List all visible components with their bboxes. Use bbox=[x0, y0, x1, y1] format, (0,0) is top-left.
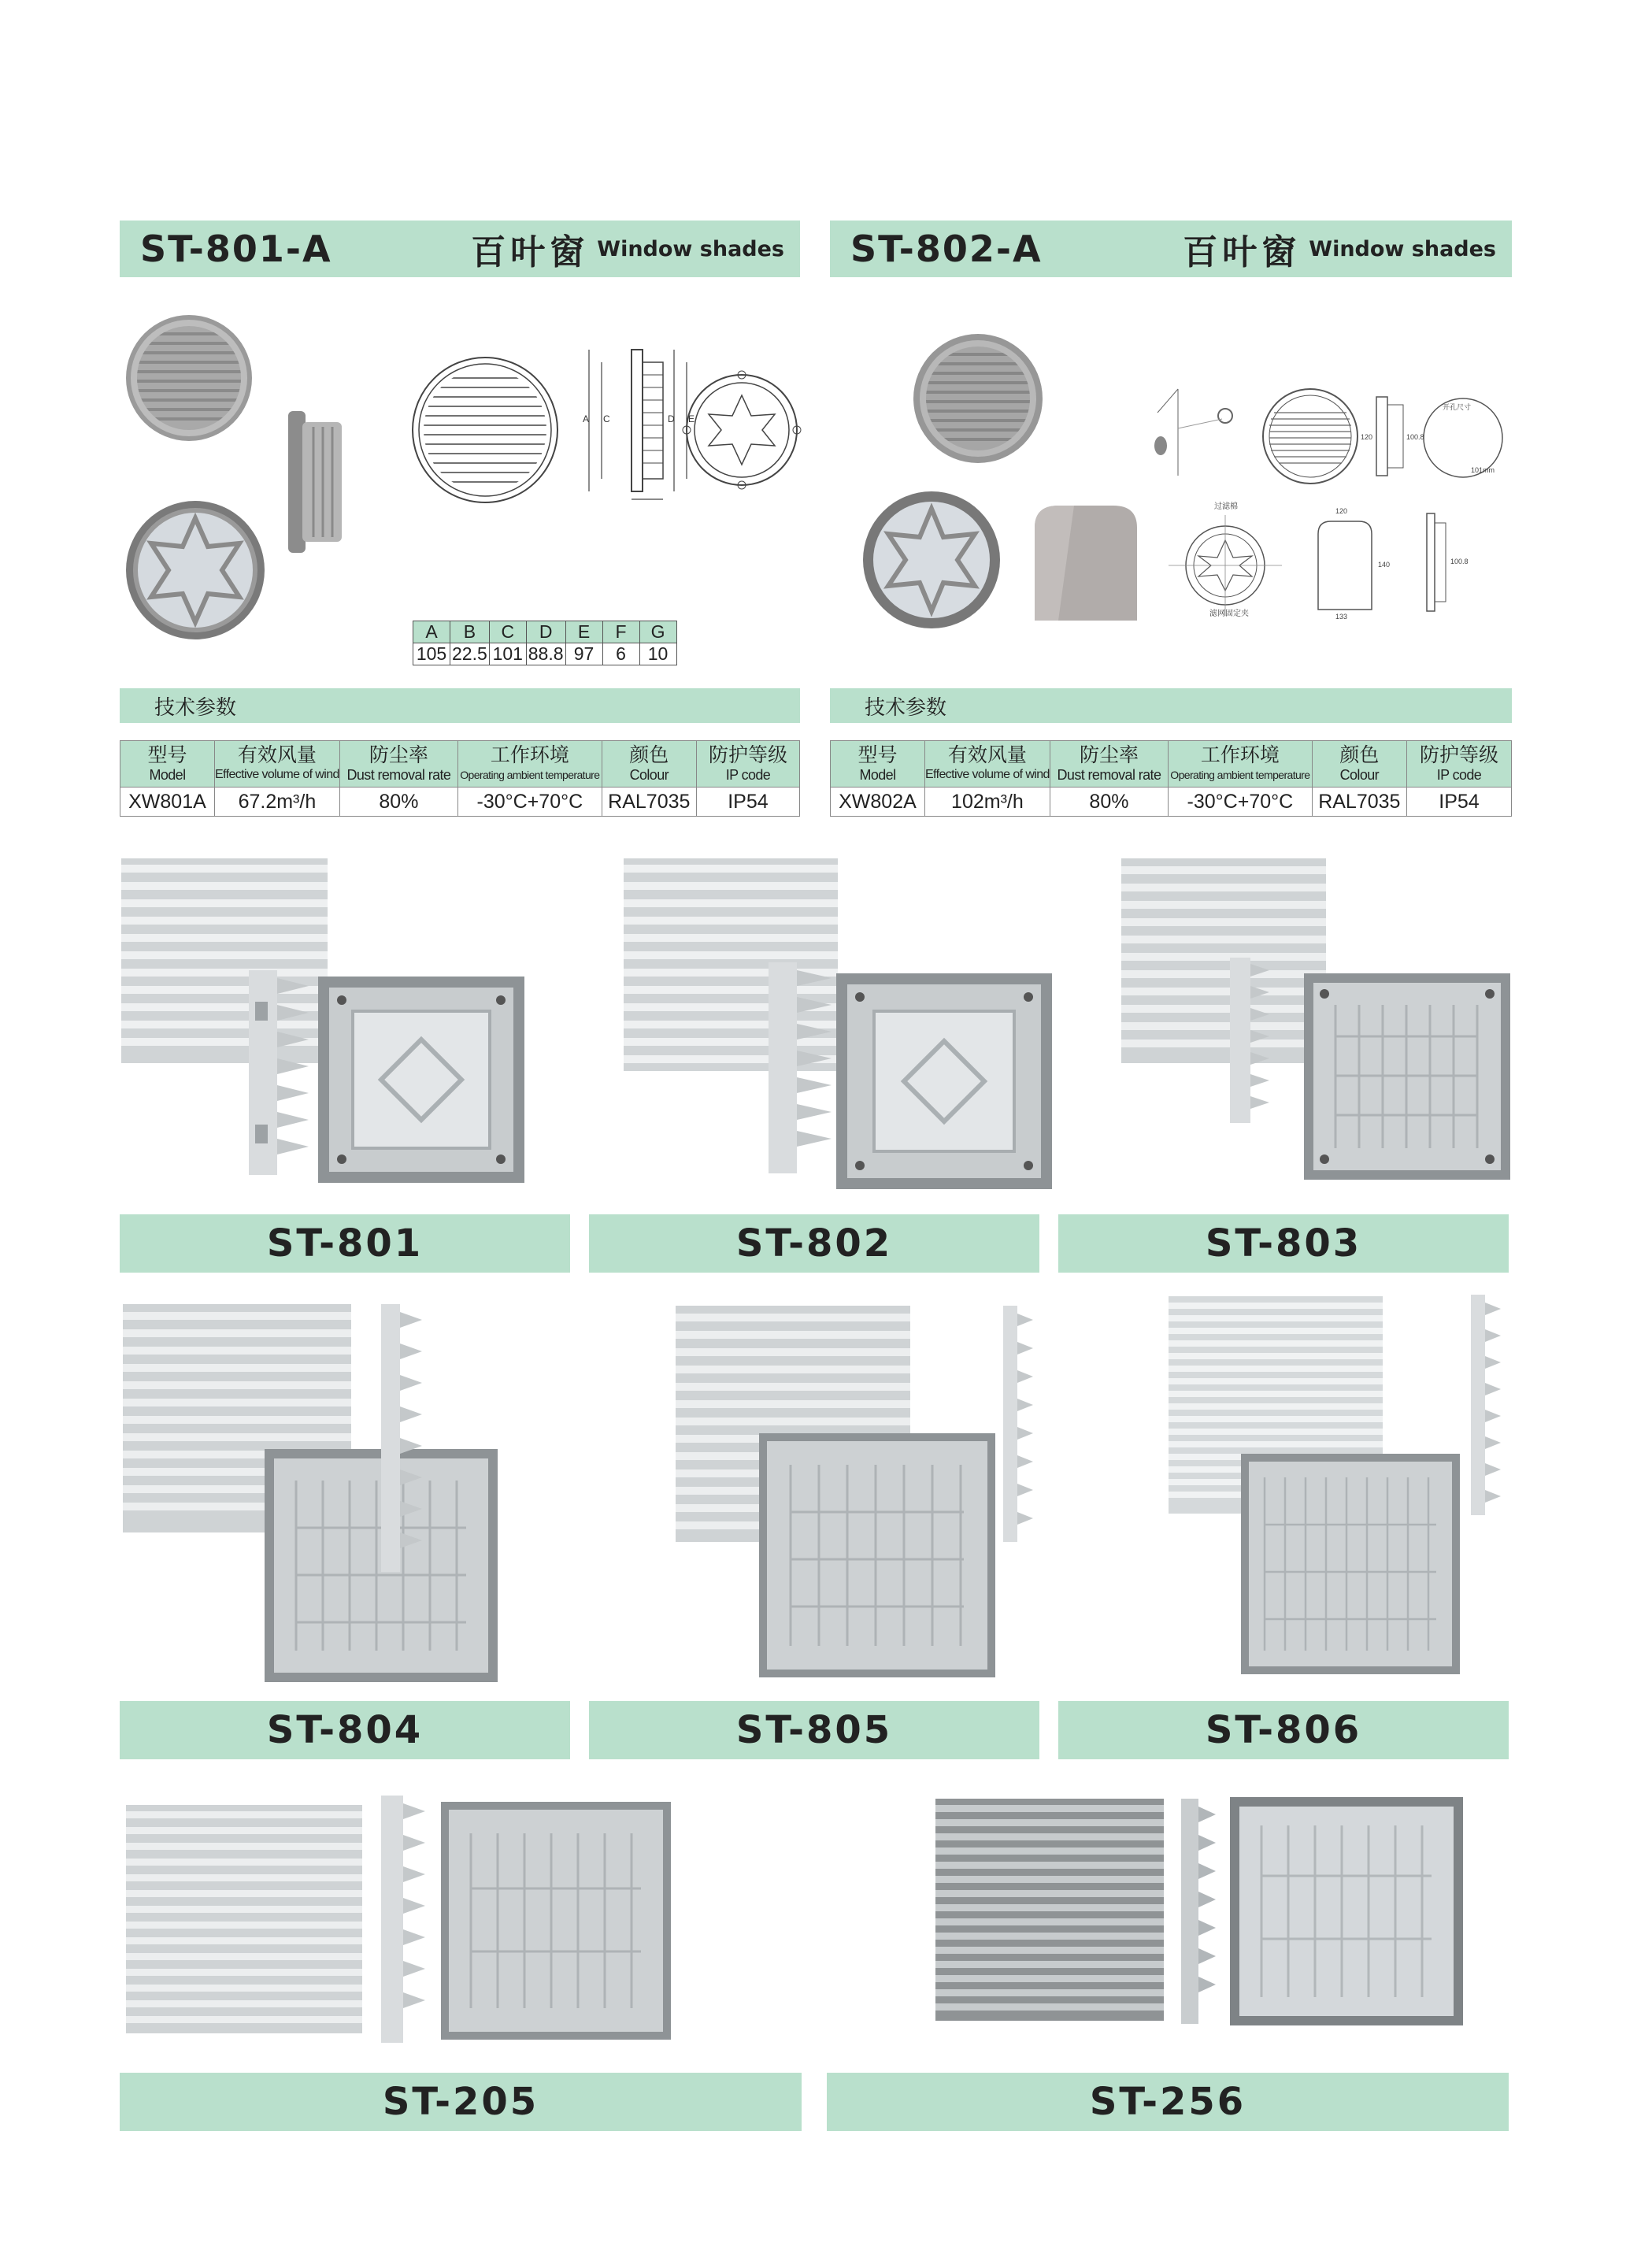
st802-filter-back-photo bbox=[836, 973, 1052, 1189]
round-shade-filter-photo bbox=[863, 491, 1000, 628]
st801a-technical-drawing bbox=[414, 343, 800, 509]
col-header-en: Effective volume of wind bbox=[924, 768, 1050, 781]
product-label-st803: ST-803 bbox=[1058, 1214, 1509, 1273]
dimensions-table bbox=[413, 621, 677, 665]
header-english-title: Window shades bbox=[597, 236, 784, 261]
dim-value-100-8: 100.8 bbox=[1406, 433, 1424, 441]
tech-params-title: 技术参数 bbox=[830, 688, 1512, 723]
dim-value-140: 140 bbox=[1378, 561, 1391, 569]
product-label-st205: ST-205 bbox=[120, 2073, 802, 2131]
st802a-technical-drawing bbox=[1146, 381, 1524, 625]
wind-cell: 102m³/h bbox=[924, 788, 1050, 817]
table-row bbox=[831, 788, 1512, 817]
dim-value-133: 133 bbox=[1335, 613, 1348, 621]
st806-side-photo bbox=[1471, 1295, 1502, 1515]
col-header-cn: 颜色 bbox=[1339, 743, 1380, 766]
col-header-en: Dust removal rate bbox=[1057, 767, 1161, 783]
dims-value: 22.5 bbox=[450, 643, 490, 665]
st805-side-photo bbox=[1003, 1306, 1035, 1542]
product-header-st802a bbox=[830, 221, 1512, 277]
st801-filter-back-photo bbox=[318, 977, 524, 1183]
dims-value: 10 bbox=[639, 643, 676, 665]
product-label-st805: ST-805 bbox=[589, 1701, 1039, 1759]
dim-letter-e: E bbox=[688, 413, 695, 424]
col-header-en: Effective volume of wind bbox=[214, 768, 339, 781]
col-header-en: Colour bbox=[1339, 767, 1380, 783]
dims-header: E bbox=[565, 621, 602, 643]
col-header-en: IP code bbox=[1436, 767, 1482, 783]
rain-hood-photo bbox=[1027, 504, 1145, 622]
st256-side-photo bbox=[1181, 1799, 1217, 2024]
header-model: ST-802-A bbox=[850, 228, 1043, 270]
col-header-cn: 防护等级 bbox=[1419, 743, 1498, 766]
spec-table-st801a bbox=[120, 740, 800, 817]
dims-value: 101 bbox=[489, 643, 526, 665]
wind-cell: 67.2m³/h bbox=[214, 788, 339, 817]
product-label-st804: ST-804 bbox=[120, 1701, 570, 1759]
header-model: ST-801-A bbox=[140, 228, 332, 270]
ip-cell: IP54 bbox=[1406, 788, 1511, 817]
dust-cell: 80% bbox=[339, 788, 457, 817]
round-shade-front-photo bbox=[913, 334, 1043, 463]
dims-value: 6 bbox=[602, 643, 639, 665]
dim-letter-c: C bbox=[603, 413, 610, 424]
col-header-cn: 颜色 bbox=[629, 743, 669, 766]
col-header-cn: 型号 bbox=[857, 743, 898, 766]
product-label-st256: ST-256 bbox=[827, 2073, 1509, 2131]
dims-value: 97 bbox=[565, 643, 602, 665]
tech-params-title: 技术参数 bbox=[120, 688, 800, 723]
dim-value-100-8: 100.8 bbox=[1450, 558, 1469, 565]
filter-clip-label: 滤网固定夹 bbox=[1209, 610, 1249, 618]
round-shade-filter-photo bbox=[126, 501, 265, 639]
header-chinese-title: 百叶窗 bbox=[471, 232, 590, 272]
col-header-cn: 防尘率 bbox=[369, 743, 428, 766]
model-cell: XW802A bbox=[831, 788, 925, 817]
dim-value-101mm: 101mm bbox=[1471, 466, 1495, 474]
col-header-en: Colour bbox=[629, 767, 669, 783]
product-label-st802: ST-802 bbox=[589, 1214, 1039, 1273]
st803-louvre-photo bbox=[1121, 858, 1326, 1063]
st803-side-photo bbox=[1230, 958, 1271, 1123]
col-header-cn: 工作环境 bbox=[490, 743, 569, 766]
round-shade-front-photo bbox=[126, 315, 252, 441]
st256-filter-back-photo bbox=[1230, 1797, 1463, 2025]
dims-header: F bbox=[602, 621, 639, 643]
dims-value: 88.8 bbox=[526, 643, 565, 665]
col-header-cn: 型号 bbox=[147, 743, 187, 766]
header-english-title: Window shades bbox=[1309, 236, 1496, 261]
st802-side-photo bbox=[769, 962, 835, 1173]
dim-letter-d: D bbox=[668, 413, 675, 424]
model-cell: XW801A bbox=[120, 788, 215, 817]
dims-header: D bbox=[526, 621, 565, 643]
filter-cotton-label: 过滤棉 bbox=[1214, 502, 1238, 511]
round-shade-side-photo bbox=[282, 411, 345, 553]
cutout-size-label: 开孔尺寸 bbox=[1443, 404, 1472, 412]
dims-value: 105 bbox=[413, 643, 450, 665]
st803-filter-back-photo bbox=[1304, 973, 1510, 1180]
colour-cell: RAL7035 bbox=[602, 788, 696, 817]
col-header-cn: 有效风量 bbox=[947, 743, 1027, 766]
col-header-en: Model bbox=[149, 767, 186, 783]
dims-header: C bbox=[489, 621, 526, 643]
temp-cell: -30°C+70°C bbox=[457, 788, 602, 817]
col-header-cn: 防护等级 bbox=[708, 743, 787, 766]
header-chinese-title: 百叶窗 bbox=[1183, 232, 1302, 272]
col-header-cn: 有效风量 bbox=[237, 743, 317, 766]
dust-cell: 80% bbox=[1050, 788, 1168, 817]
ip-cell: IP54 bbox=[696, 788, 799, 817]
temp-cell: -30°C+70°C bbox=[1168, 788, 1312, 817]
col-header-cn: 工作环境 bbox=[1200, 743, 1280, 766]
product-label-st801: ST-801 bbox=[120, 1214, 570, 1273]
product-label-st806: ST-806 bbox=[1058, 1701, 1509, 1759]
dims-header: A bbox=[413, 621, 450, 643]
table-row bbox=[120, 788, 800, 817]
st801-side-photo bbox=[249, 970, 312, 1175]
product-header-st801a bbox=[120, 221, 800, 277]
st205-louvre-photo bbox=[126, 1805, 362, 2033]
colour-cell: RAL7035 bbox=[1312, 788, 1406, 817]
dim-value-120: 120 bbox=[1335, 507, 1348, 515]
st806-filter-back-photo bbox=[1241, 1454, 1460, 1674]
dims-header: G bbox=[639, 621, 676, 643]
st804-side-photo bbox=[381, 1304, 425, 1572]
col-header-en: IP code bbox=[725, 767, 771, 783]
st205-filter-back-photo bbox=[441, 1802, 671, 2040]
st205-side-photo bbox=[381, 1796, 428, 2043]
col-header-cn: 防尘率 bbox=[1079, 743, 1139, 766]
col-header-en: Dust removal rate bbox=[346, 767, 451, 783]
dim-value-120: 120 bbox=[1361, 433, 1373, 441]
dim-letter-a: A bbox=[583, 413, 590, 424]
col-header-en: Operating ambient temperature bbox=[460, 769, 600, 781]
col-header-en: Operating ambient temperature bbox=[1170, 769, 1310, 781]
st256-louvre-photo bbox=[935, 1799, 1164, 2021]
col-header-en: Model bbox=[859, 767, 896, 783]
st805-filter-back-photo bbox=[759, 1433, 995, 1677]
spec-table-st802a bbox=[830, 740, 1512, 817]
dims-header: B bbox=[450, 621, 490, 643]
